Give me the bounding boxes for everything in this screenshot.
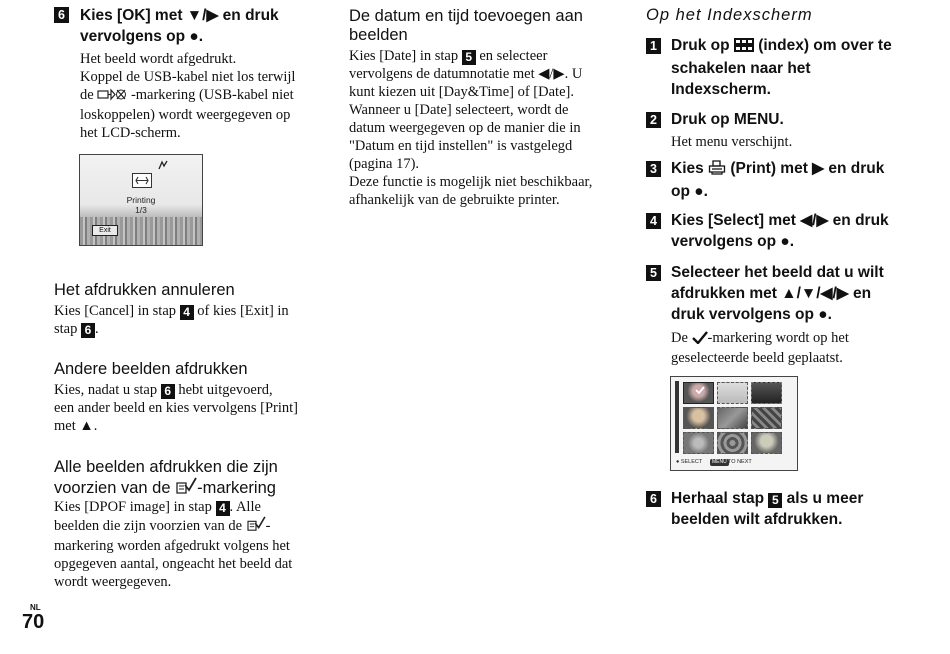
checkmark-icon	[692, 331, 708, 349]
heading-line: beelden	[349, 26, 408, 44]
body-text: Kies [Date] in stap	[349, 48, 459, 64]
other-body	[54, 381, 309, 435]
exit-button[interactable]: Exit	[92, 225, 118, 236]
print-count: 1/3	[135, 205, 147, 215]
step-6-title	[80, 5, 279, 47]
step-2-number: 2	[646, 112, 661, 128]
title-text: (Print) met ▶ en druk	[730, 160, 885, 177]
body-text: of kies [Exit] in	[197, 303, 289, 319]
thumbnail[interactable]	[751, 407, 782, 429]
step-5-number: 5	[646, 265, 661, 281]
body-line: Het beeld wordt afgedrukt.	[80, 51, 237, 67]
title-text: Druk op	[671, 37, 730, 54]
body-text: stap	[54, 321, 78, 337]
title-text: Herhaal stap	[671, 490, 765, 507]
thumbnail[interactable]	[683, 432, 714, 454]
checkmark-icon	[695, 381, 705, 399]
step-ref: 5	[768, 493, 782, 508]
body-text: . Alle	[229, 499, 261, 515]
body-line	[80, 86, 325, 106]
body-line: Deze functie is mogelijk niet beschikbaar,	[349, 174, 593, 190]
step-3-number: 3	[646, 161, 661, 177]
body-line: (pagina 17).	[349, 156, 420, 172]
thumbnail[interactable]	[717, 432, 748, 454]
heading-line: Alle beelden afdrukken die zijn	[54, 458, 278, 476]
body-text: Kies [Cancel] in stap	[54, 303, 177, 319]
step-ref: 4	[216, 501, 230, 516]
title-text: (index) om over te	[758, 37, 892, 54]
print-connect-icon	[132, 173, 152, 188]
step-5-body	[671, 329, 921, 367]
body-text: -	[265, 518, 271, 534]
body-text: -markering wordt op het	[707, 330, 849, 346]
language-label: NL	[30, 603, 41, 612]
scroll-bar[interactable]	[675, 381, 679, 453]
thumbnail[interactable]	[751, 382, 782, 404]
title-line: druk vervolgens op ●.	[671, 306, 832, 323]
thumbnail[interactable]	[751, 432, 782, 454]
body-line: met ▲.	[54, 418, 98, 434]
dpof-mark-icon	[246, 516, 266, 537]
step-ref: 6	[81, 323, 95, 338]
all-body	[54, 498, 309, 591]
body-line	[54, 516, 309, 537]
usb-connect-icon	[97, 88, 127, 106]
step-3-title	[671, 158, 921, 202]
body-line: markering worden afgedrukt volgens het	[54, 538, 290, 554]
title-text: als u meer	[786, 490, 864, 507]
title-line	[671, 488, 921, 509]
body-text: .	[94, 321, 99, 337]
title-line: schakelen naar het	[671, 60, 811, 77]
body-line	[671, 329, 921, 349]
body-line	[54, 320, 309, 338]
next-hint: TO NEXT	[728, 459, 752, 465]
date-body	[349, 47, 611, 209]
step-ref: 5	[462, 50, 476, 65]
title-text: Kies	[671, 160, 704, 177]
cancel-heading: Het afdrukken annuleren	[54, 281, 235, 299]
printing-label: Printing	[126, 195, 156, 205]
menu-button[interactable]: MENU	[712, 459, 727, 465]
title-line: Kies [Select] met ◀/▶ en druk	[671, 212, 889, 229]
title-line: beelden wilt afdrukken.	[671, 511, 843, 528]
body-text: en selecteer	[479, 48, 548, 64]
step-2-body: Het menu verschijnt.	[671, 134, 793, 150]
step-4-number: 4	[646, 213, 661, 229]
thumbnail[interactable]	[717, 407, 748, 429]
body-line: vervolgens de datumnotatie met ◀/▶. U	[349, 66, 583, 82]
body-text: hebt uitgevoerd,	[178, 382, 273, 398]
body-text: Kies [DPOF image] in stap	[54, 499, 212, 515]
title-line: Selecteer het beeld dat u wilt	[671, 264, 884, 281]
body-line	[54, 498, 309, 516]
dpof-mark-icon	[175, 477, 197, 500]
body-text: de	[80, 87, 94, 103]
body-line: geselecteerde beeld geplaatst.	[671, 350, 843, 366]
title-line: afdrukken met ▲/▼/◀/▶ en	[671, 285, 872, 302]
thumbnail[interactable]	[717, 382, 748, 404]
step-6-title-line2: vervolgens op ●.	[80, 28, 204, 45]
step-4-title	[671, 210, 921, 252]
signal-icon	[158, 157, 168, 175]
step-2-title: Druk op MENU.	[671, 111, 784, 128]
thumbnail[interactable]	[683, 407, 714, 429]
title-line	[671, 35, 921, 58]
body-text: De	[671, 330, 688, 346]
page-number: 70	[22, 611, 45, 633]
step-ref: 6	[161, 384, 175, 399]
body-line: het LCD-scherm.	[80, 125, 181, 141]
body-line: wordt weergegeven.	[54, 574, 172, 590]
body-line: kunt kiezen uit [Day&Time] of [Date].	[349, 84, 574, 100]
select-hint: ● SELECT	[676, 459, 703, 465]
heading-text: -markering	[197, 479, 276, 497]
body-line	[54, 302, 309, 320]
title-line: op ●.	[671, 183, 708, 200]
body-line: afhankelijk van de gebruikte printer.	[349, 192, 560, 208]
body-line: Wanneer u [Date] selecteert, wordt de	[349, 102, 569, 118]
other-heading: Andere beelden afdrukken	[54, 360, 248, 378]
step-6-title-line1: Kies [OK] met ▼/▶ en druk	[80, 7, 279, 24]
index-icon	[734, 37, 754, 58]
heading-text: voorzien van de	[54, 479, 171, 497]
body-line: Koppel de USB-kabel niet los terwijl	[80, 69, 296, 85]
heading-line	[54, 477, 278, 500]
title-line	[671, 158, 921, 181]
step-5-title	[671, 262, 921, 325]
body-text: -markering (USB-kabel niet	[130, 87, 294, 103]
step-6-body	[80, 50, 325, 142]
step-6-index-title	[671, 488, 921, 530]
all-heading	[54, 458, 278, 500]
title-line: Indexscherm.	[671, 81, 771, 98]
body-text: Kies, nadat u stap	[54, 382, 158, 398]
step-6-number: 6	[54, 7, 69, 23]
body-line: "Datum en tijd instellen" is vastgelegd	[349, 138, 573, 154]
step-1-number: 1	[646, 38, 661, 54]
body-line	[54, 381, 309, 399]
body-line: datum weergegeven op de manier die in	[349, 120, 581, 136]
title-line: vervolgens op ●.	[671, 233, 795, 250]
body-line	[349, 47, 611, 65]
heading-line: De datum en tijd toevoegen aan	[349, 7, 583, 25]
body-text: beelden die zijn voorzien van de	[54, 518, 243, 534]
index-screen-illustration	[670, 376, 798, 471]
body-line: opgegeven aantal, ongeacht het beeld dat	[54, 556, 293, 572]
print-icon	[708, 160, 726, 181]
index-heading: Op het Indexscherm	[646, 6, 813, 24]
printing-screen-illustration	[79, 154, 203, 246]
step-6-number-index: 6	[646, 491, 661, 507]
body-line: loskoppelen) wordt weergegeven op	[80, 107, 291, 123]
body-line: een ander beeld en kies vervolgens [Print]	[54, 400, 298, 416]
date-heading	[349, 7, 583, 45]
step-1-title	[671, 35, 921, 100]
cancel-body	[54, 302, 309, 338]
step-ref: 4	[180, 305, 194, 320]
